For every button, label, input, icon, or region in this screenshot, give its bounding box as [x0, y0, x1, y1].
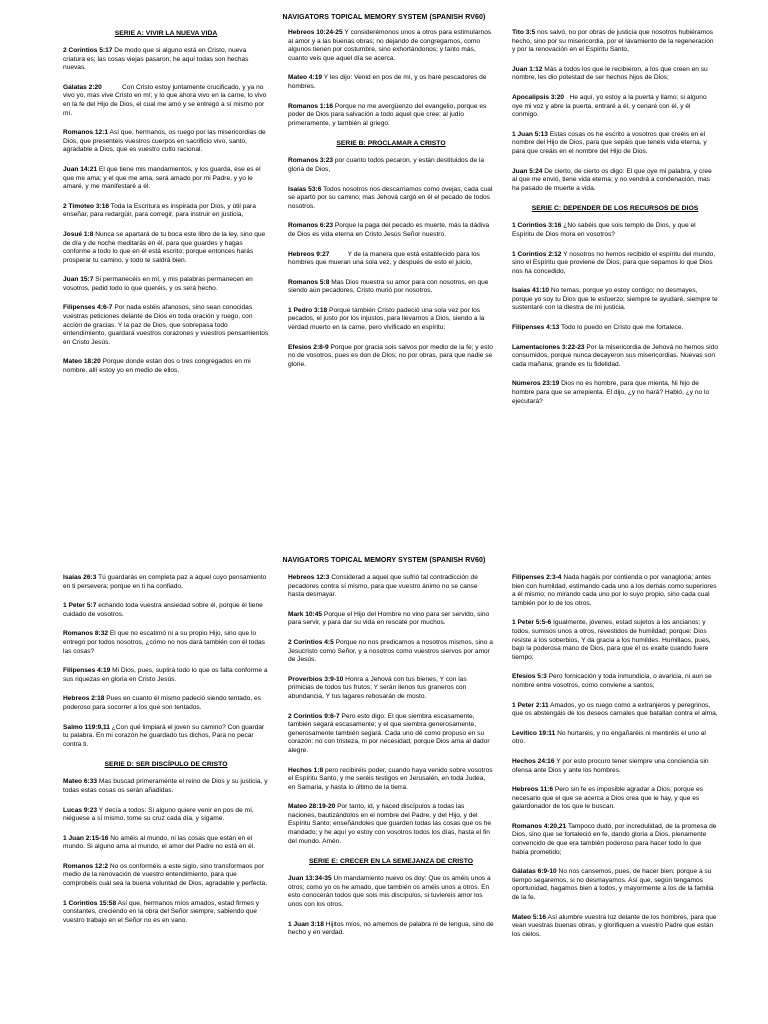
verse-entry [288, 103, 494, 129]
verse-text: Y por esto procuro tener siempre una conciencia sin ofensa ante Dios y ante los hombres. [512, 757, 711, 774]
verse-entry [63, 231, 269, 265]
verse-entry [512, 222, 718, 239]
verse-entry [288, 251, 494, 268]
verse-text: Igualmente, jóvenes, estad sujetos a los ancianos; y todos, sumisos unos a otros, revestidos de humildad; porque: Dios resiste a los soberbios, Y da gracia a los humildes. Humillaos, pues, bajo la poderosa mano de Dios, para que él os exalte cuando fuere tiempo; [512, 619, 713, 661]
verse-reference: Efesios 5:3 [512, 673, 547, 681]
verse-entry [288, 344, 494, 370]
series-heading: SERIE C: DEPENDER DE LOS RECURSOS DE DIOS [531, 205, 699, 213]
verse-reference: Filipenses 4:13 [512, 324, 560, 332]
verse-reference: Mateo 28:19-20 [288, 803, 336, 811]
verse-reference: Hechos 1:8 [288, 766, 324, 774]
verse-text: Mi Dios, pues, suplirá todo lo que os falta conforme a sus riquezas en gloria en Cristo Jesús. [63, 667, 270, 683]
verse-text: ¿Con qué limpiará el joven su camino? Con guardar tu palabra. En mi corazón he guardado tus dichos, Para no pecar contra ti. [63, 723, 267, 748]
verse-reference: Proverbios 3:9-10 [288, 675, 344, 683]
verse-entry [288, 186, 494, 212]
verse-reference: 1 Pedro 3:18 [288, 306, 328, 314]
verse-text: Por nada estéis afanosos, sino sean conocidas vuestras peticiones delante de Dios en toda oración y ruego, con acción de gracias. Y la paz de Dios, que sobrepasa todo entendimiento, guardará vuestros corazones y vuestros pensamientos en Cristo Jesús. [63, 304, 271, 346]
verse-entry [288, 767, 494, 793]
verse-entry [512, 702, 718, 719]
verse-entry [63, 724, 269, 750]
verse-text: Así que, hermanos míos amados, estad firmes y constantes, creciendo en la obra del Señor siempre, sabiendo que vuestro trabajo en el Señor no es en vano. [63, 899, 261, 924]
verse-reference: 1 Juan 3:18 [288, 920, 324, 928]
verse-entry [63, 835, 269, 852]
verse-text: El que tiene mis mandamientos, y los guarda, ése es el que me ama; y el que me ama, será amado por mi Padre, y yo le amaré, y me manifestaré a él. [63, 165, 263, 191]
verse-text: No hurtaréis, y no engañaréis ni mentiréis el uno al otro. [512, 729, 708, 746]
verse-text: Mas buscad primeramente el reino de Dios y su justicia, y todas estas cosas os serán añadidas. [63, 778, 270, 794]
verse-entry [288, 157, 494, 174]
verse-entry [512, 66, 718, 83]
verse-entry [63, 900, 269, 926]
verse-entry [63, 695, 269, 712]
verse-entry [288, 676, 494, 702]
verse-text: Todo lo puedo en Cristo que me fortalece. [559, 324, 684, 332]
verse-reference: Mateo 6:33 [63, 778, 98, 786]
verse-entry [512, 94, 718, 120]
verse-reference: 2 Corintios 5:17 [63, 47, 113, 54]
verse-reference: Romanos 3:23 [288, 157, 334, 165]
verse-reference: Hechos 24:16 [512, 757, 555, 765]
series-heading: SERIE A: VIVIR LA NUEVA VIDA [114, 30, 218, 37]
verse-text: Si permanecéis en mí, y mis palabras permanecen en vosotros, pedid todo lo que queréis, y os será hecho. [63, 276, 255, 292]
verse-reference: Juan 15:7 [63, 276, 94, 284]
verse-reference: Romanos 6:23 [288, 222, 334, 230]
verse-entry [63, 863, 269, 889]
verse-reference: Salmo 119:9,11 [63, 723, 110, 731]
verse-reference: Filipenses 4:19 [63, 667, 111, 675]
verse-entry [512, 868, 718, 902]
verse-reference: Levitico 19:11 [512, 729, 556, 737]
verse-reference: Romanos 12:2 [63, 862, 109, 870]
verse-reference: Hebreos 12:3 [288, 574, 330, 581]
verse-reference: Filipenses 2:3-4 [512, 574, 562, 581]
verse-reference: Gálatas 6:9-10 [512, 868, 557, 876]
verse-text: De modo que si alguno está en Cristo, nueva criatura es; las cosas viejas pasaron; he aquí todas son hechas nuevas. [63, 47, 251, 72]
verse-entry [63, 358, 269, 375]
verse-text: Porque no nos predicamos a nosotros mismos, sino a Jesucristo como Señor, y a nosotros como vuestros siervos por amor de Jesús. [288, 638, 495, 664]
verse-text: El que no escatimó ni a su propio Hijo, sino que lo entregó por todos nosotros, ¿cómo no nos dará también con él todas las cosas? [63, 630, 267, 655]
verse-text: Pues en cuanto él mismo padeció siendo tentado, es poderoso para socorrer a los que son tentados. [63, 695, 263, 711]
verse-reference: Números 23:19 [512, 380, 560, 388]
verse-reference: Romanos 8:32 [63, 630, 109, 638]
verse-reference: 1 Peter 2:11 [512, 701, 549, 709]
verse-entry [288, 222, 494, 239]
page-title: NAVIGATORS TOPICAL MEMORY SYSTEM (SPANISH RV60) [282, 557, 486, 564]
verse-text: Y considerémonos unos a otros para estimularnos al amor y a las buenas obras; no dejando de congregarnos, como algunos tienen por costumbre, sino exhortándonos; y tanto más, cuanto veis que aquel día se acerca. [288, 29, 494, 62]
verse-text: Hijitos míos, no amemos de palabra ni de lengua, sino de hecho y en verdad. [288, 920, 496, 937]
verse-text: De cierto, de cierto os digo: El que oye mi palabra, y cree al que me envió, tiene vida eterna; y no vendrá a condenación, mas ha pasado de muerte a vida. [512, 167, 714, 192]
verse-reference: 1 Peter 5:7 [63, 602, 97, 610]
verse-text: Porque la paga del pecado es muerte, más la dádiva de Dios es vida eterna en Cristo Jesús Señor nuestro. [288, 222, 492, 238]
verse-entry [288, 307, 494, 333]
verse-entry [512, 574, 718, 608]
verse-reference: Hebreos 2:18 [63, 695, 105, 703]
verse-entry [63, 667, 269, 684]
verse-text: No nos cansemos, pues, de hacer bien; porque a su tiempo segaremos, si no desmayamos. Así que, según tengamos oportunidad, hagamos bien a todos, y mayormente a los de la familia de la fe. [512, 868, 716, 902]
verse-reference: 1 Juan 2:15-16 [63, 834, 109, 842]
verse-reference: 2 Timoteo 3:16 [63, 202, 110, 210]
page-bottom [0, 512, 768, 1024]
verse-entry [288, 875, 494, 909]
verse-reference: Josué 1:8 [63, 230, 94, 238]
verse-reference: Hebreos 11:6 [512, 786, 554, 794]
verse-entry [63, 276, 269, 293]
verse-reference: Juan 14:21 [63, 165, 98, 173]
verse-text: Nada hagáis por contienda o por vanagloria; antes bien con humildad, estimando cada uno a los demás como superiores a él mismo; no mirando cada uno por lo suyo propio, sino cada cual también por lo de los otros. [512, 574, 719, 607]
verse-text: He aquí, yo estoy a la puerta y llamo; si alguno oye mi voz y abre la puerta, entraré a él, y cenaré con él, y él conmigo. [512, 93, 709, 119]
verse-text: Porque también Cristo padeció una sola vez por los pecados, el justo por los injustos, para llevarnos a Dios, siendo a la verdad muerto en la carne, pero vivificado en espíritu; [288, 306, 487, 332]
column-3 [512, 574, 718, 950]
verse-reference: Mateo 4:19 [288, 74, 323, 82]
verse-text: No os conforméis a este siglo, sino transformaos por medio de la renovación de vuestro entendimiento, para que comprobéis cuál sea la buena voluntad de Dios, agradable y perfecta. [63, 862, 268, 888]
verse-entry [512, 131, 718, 157]
verse-reference: Lucas 9:23 [63, 806, 98, 814]
verse-reference: Filipenses 4:6-7 [63, 304, 113, 312]
series-heading: SERIE D: SER DISCÍPULO DE CRISTO [104, 761, 228, 769]
verse-entry [288, 574, 494, 600]
verse-reference: 1 Corintios 2:12 [512, 250, 562, 258]
verse-entry [63, 203, 269, 220]
verse-reference: Romanos 12:1 [63, 129, 109, 137]
verse-entry [512, 251, 718, 277]
verse-entry [63, 630, 269, 656]
verse-text: Pero fornicación y toda inmundicia, o avaricia, ni aun se nombre entre vosotros, como conviene a santos; [512, 673, 714, 689]
verse-text: Considerad a aquel que sufrió tal contradicción de pecadores contra sí mismo, para que vuestro ánimo no se canse hasta desmayar. [288, 574, 480, 599]
column-1 [63, 29, 269, 387]
column-2 [288, 29, 494, 380]
verse-reference: Mateo 5:16 [512, 913, 547, 921]
verse-entry [288, 639, 494, 665]
verse-reference: Mateo 18:20 [63, 358, 101, 366]
verse-text: Toda la Escritura es inspirada por Dios, y útil para enseñar, para redargüir, para corregir, para instruir en justicia, [63, 202, 258, 219]
verse-text: Tampoco dudó, por incredulidad, de la promesa de Dios, sino que se fortaleció en fe, dando gloria a Dios, plenamente convencido de que era también poderoso para hacer todo lo que había prometido; [512, 822, 719, 856]
verse-entry [63, 84, 269, 118]
verse-text: por cuanto todos pecaron, y están destituidos de la gloria de Dios, [288, 157, 486, 173]
series-heading: SERIE B: PROCLAMAR A CRISTO [336, 140, 446, 148]
verse-text: Dios no es hombre, para que mienta, Ni hijo de hombre para que se arrepienta. El dijo, ¿y no hará? Habló, ¿y no lo ejecutará? [512, 380, 712, 405]
verse-entry [288, 279, 494, 296]
verse-reference: 1 Corintios 3:16 [512, 222, 562, 230]
series-heading: SERIE E: CRECER EN LA SEMEJANZA DE CRISTO [308, 858, 474, 866]
verse-reference: 1 Corintios 15:58 [63, 899, 117, 907]
verse-entry [512, 758, 718, 775]
page-title: NAVIGATORS TOPICAL MEMORY SYSTEM (SPANISH RV60) [282, 14, 486, 21]
column-1 [63, 574, 269, 936]
verse-text: Por tanto, id, y haced discípulos a todas las naciones, bautizándolos en el nombre del Padre, y del Hijo, y del Espíritu Santo; enseñándoles que guarden todas las cosas que os he mandado; y he aquí yo estoy con vosotros todos los días, hasta el fin del mundo. Amén. [288, 803, 493, 845]
verse-text: ¿No sabéis que sois templo de Dios, y que el Espíritu de Dios mora en vosotros? [512, 222, 698, 238]
verse-entry [63, 778, 269, 795]
verse-text: Estas cosas os he escrito a vosotros que creéis en el nombre del Hijo de Dios, para que sepáis que tenéis vida eterna, y para que creáis en el nombre del Hijo de Dios. [512, 130, 709, 155]
verse-text: Mas Dios muestra su amor para con nosotros, en que siendo aún pecadores, Cristo murió por nosotros. [288, 278, 491, 295]
verse-entry [288, 611, 494, 628]
verse-text: Así alumbre vuestra luz delante de los hombres, para que vean vuestras buenas obras, y glorifiquen a vuestro Padre que están los cielos. [512, 913, 719, 938]
column-3 [512, 29, 718, 417]
verse-entry [512, 380, 718, 406]
verse-entry [288, 29, 494, 63]
verse-entry [512, 619, 718, 662]
verse-reference: Isaías 41:10 [512, 287, 550, 295]
verse-text: Y nosotros no hemos recibido el espíritu del mundo, sino el Espíritu que proviene de Dios, para que sepamos lo que Dios nos ha concedido, [512, 250, 718, 275]
verse-text: echando toda vuestra ansiedad sobre él, porque él tiene cuidado de vosotros. [63, 602, 265, 618]
verse-entry [512, 786, 718, 812]
verse-text: Porque donde están dos o tres congregados en mi nombre, allí estoy yo en medio de ellos. [63, 358, 253, 375]
verse-text: Pero sin fe es imposible agradar a Dios; porque es necesario que el que se acerca a Dios crea que le hay, y que es galardonador de los que le buscan. [512, 786, 705, 811]
verse-reference: Romanos 5:8 [288, 278, 330, 286]
verse-entry [512, 29, 718, 55]
verse-reference: Hebreos 10:24-25 [288, 29, 343, 36]
verse-entry [63, 602, 269, 619]
verse-reference: 1 Peter 5:5-6 [512, 619, 552, 627]
verse-text: Y de la manera que está establecido para los hombres que mueran una sola vez, y después de esto el juicio, [288, 250, 482, 267]
verse-text: nos salvó, no por obras de justicia que nosotros hubiéramos hecho, sino por su misericordia, por el lavamiento de la regeneración y por la renovación en el Espíritu Santo, [512, 29, 716, 54]
verse-text: Y decía a todos: Si alguno quiere venir en pos de mí, niéguese a sí mismo, tome su cruz cada día, y sígame. [63, 806, 256, 823]
verse-entry [512, 914, 718, 940]
verse-reference: Lamentaciones 3:22-23 [512, 343, 585, 351]
verse-text: No temas, porque yo estoy contigo; no desmayes, porque yo soy tu Dios que te esfuerzo; siempre te ayudaré, siempre te sustentaré con la diestra de mi justicia. [512, 287, 720, 312]
verse-reference: Mark 10:45 [288, 610, 323, 618]
verse-text: Pero esto digo: El que siembra escasamente, también segará escasamente; y el que siembra generosamente, generosamente también segará. Cada uno dé como propuso en su corazón: no con tristeza, ni por necesidad, porque Dios ama al dador alegre. [288, 712, 492, 754]
verse-text: Honra a Jehová con tus bienes, Y con las primicias de todos tus frutos; Y serán llenos tus graneros con abundancia, Y tus lagares rebosarán de mosto. [288, 675, 469, 700]
verse-reference: Tito 3:5 [512, 29, 536, 36]
verse-text: Por la misericordia de Jehová no hemos sido consumidos, porque nunca decayeron sus misericordias. Nuevas son cada mañana; grande es tu fidelidad. [512, 343, 720, 368]
verse-reference: Efesios 2:8-9 [288, 343, 329, 351]
verse-entry [288, 713, 494, 756]
verse-entry [512, 168, 718, 194]
verse-reference: 1 Juan 5:13 [512, 130, 548, 138]
verse-reference: Juan 13:34-35 [288, 875, 332, 883]
verse-text: Amados, yo os ruego como a extranjeros y peregrinos, que os abstengáis de los deseos carnales que batallan contra el alma, [512, 701, 718, 718]
verse-text: Porque el Hijo del Hombre no vino para ser servido, sino para servir, y para dar su vida en rescate por muchos. [288, 610, 492, 627]
column-2 [288, 574, 494, 949]
verse-text: Porque no me avergüenzo del evangelio, porque es poder de Dios para salvación a todo aquel que cree; al judío primeramente, y también al griego. [288, 102, 489, 127]
verse-entry [288, 74, 494, 91]
verse-entry [288, 803, 494, 846]
verse-text: No améis al mundo, ni las cosas que están en el mundo. Si alguno ama al mundo, el amor del Padre no está en él. [63, 834, 256, 851]
verse-reference: Gálatas 2:20 [63, 83, 102, 91]
verse-entry [512, 287, 718, 313]
verse-entry [512, 673, 718, 690]
verse-text: Así que, hermanos, os ruego por las misericordias de Dios, que presentéis vuestros cuerpos en sacrificio vivo, santo, agradable a Dios, que es vuestro culto racional. [63, 129, 268, 154]
verse-reference: 2 Corintios 4:5 [288, 638, 334, 646]
verse-entry [63, 807, 269, 824]
verse-text: Nunca se apartará de tu boca este libro de la ley, sino que de día y de noche meditarás en él, para que guardes y hagas conforme a todo lo que en él está escrito; porque entonces harás prosperar tu camino, y todo te saldrá bien. [63, 230, 268, 264]
verse-text: Tú guardarás en completa paz a aquel cuyo pensamiento en ti persevera; porque en ti ha confiado. [63, 574, 269, 590]
verse-reference: Romanos 4:20,21 [512, 822, 567, 830]
verse-entry [512, 344, 718, 370]
verse-reference: Juan 1:12 [512, 65, 543, 73]
verse-text: Porque por gracia sois salvos por medio de la fe; y esto no de vosotros, pues es don de Dios; no por obras, para que nadie se glorie. [288, 343, 495, 368]
verse-text: pero recibiréis poder, cuando haya venido sobre vosotros el Espíritu Santo, y me seréis testigos en Jerusalén, en toda Judea, en Samaria, y hasta lo último de la tierra. [288, 766, 495, 791]
verse-entry [512, 324, 718, 333]
verse-entry [512, 730, 718, 747]
verse-entry [288, 921, 494, 938]
verse-entry [63, 574, 269, 591]
verse-entry [63, 304, 269, 347]
verse-reference: Isaías 26:3 [63, 574, 97, 581]
verse-entry [63, 129, 269, 155]
verse-reference: Juan 5:24 [512, 167, 543, 175]
verse-reference: Hebreos 9:27 [288, 250, 330, 258]
verse-text: Con Cristo estoy juntamente crucificado, y ya no vivo yo, mas vive Cristo en mí; y lo que ahora vivo en la carne, lo vivo en la fe del Hijo de Dios, el cual me amó y se entregó a sí mismo por mí. [63, 83, 269, 117]
verse-reference: 2 Corintios 9:6-7 [288, 712, 340, 720]
verse-reference: Romanos 1:16 [288, 102, 334, 110]
verse-reference: Apocalipsis 3:20 [512, 93, 565, 101]
verse-reference: Isaías 53:6 [288, 185, 322, 193]
verse-text: Un mandamiento nuevo os doy: Que os améis unos a otros; como yo os he amado, que también os améis unos a otros. En esto conocerán todos que sois mis discípulos, si tuviereis amor los unos con los otros. [288, 875, 493, 909]
verse-entry [512, 823, 718, 857]
verse-text: Todos nosotros nos descarriamos como ovejas, cada cual se apartó por su camino; mas Jehová cargó en él el pecado de todos nosotros. [288, 185, 495, 210]
verse-text: Más a todos los que le recibieron, a los que creen en su nombre, les dio potestad de ser hechos hijos de Dios; [512, 65, 710, 82]
verse-entry [63, 47, 269, 73]
verse-entry [63, 166, 269, 192]
verse-text: Y les dijo: Venid en pos de mí, y os haré pescadores de hombres. [288, 74, 489, 90]
